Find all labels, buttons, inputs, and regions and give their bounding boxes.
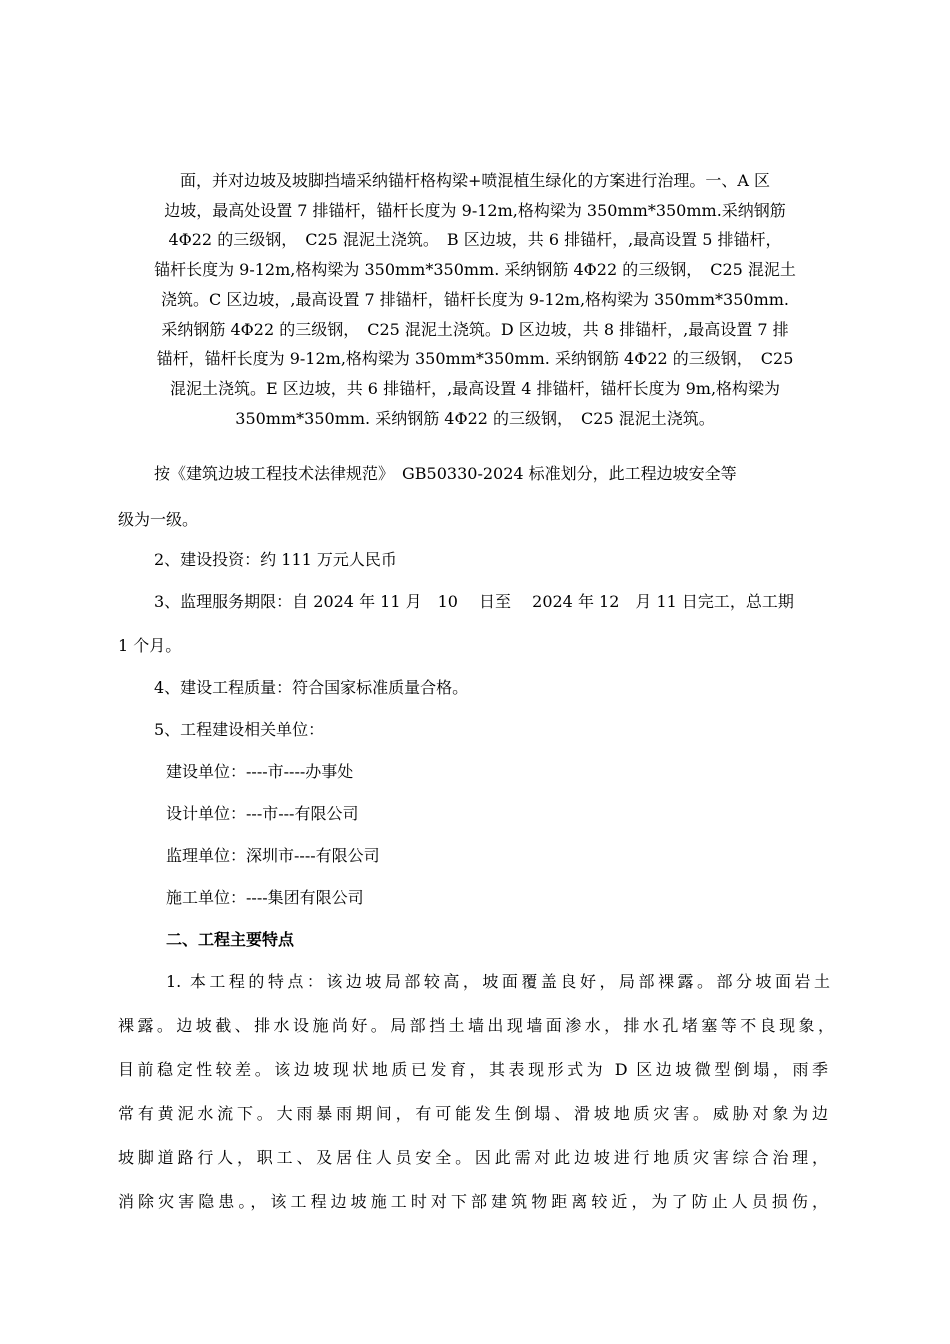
intro-line: 面，并对边坡及坡脚挡墙采纳锚杆格构梁+喷混植生绿化的方案进行治理。一、A 区: [179, 171, 771, 190]
section-heading: 二、工程主要特点: [166, 930, 295, 949]
unit-item: 施工单位：----集团有限公司: [166, 888, 364, 907]
features-line: 消除灾害隐患。，该工程边坡施工时对下部建筑物距离较近，为了防止人员损伤，: [118, 1192, 828, 1211]
units-title: 5、工程建设相关单位：: [154, 720, 325, 739]
intro-line: 采纳钢筋 4Φ22 的三级钢， C25 混泥土浇筑。D 区边坡，共 8 排锚杆，,最高设置 7 排: [161, 319, 789, 339]
intro-line: 锚杆，锚杆长度为 9-12m,格构梁为 350mm*350mm. 采纳钢筋 4Φ22 的三级钢， C25: [156, 349, 794, 369]
unit-item: 设计单位：---市---有限公司: [166, 804, 359, 823]
features-line: 坡脚道路行人，职工、及居住人员安全。因此需对此边坡进行地质灾害综合治理，: [118, 1148, 828, 1167]
quality-item: 4、建设工程质量：符合国家标准质量合格。: [154, 678, 469, 697]
features-line: 裸露。边坡截、排水设施尚好。局部挡土墙出现墙面渗水，排水孔堵塞等不良现象，: [118, 1016, 834, 1035]
intro-line: 350mm*350mm. 采纳钢筋 4Φ22 的三级钢， C25 混泥土浇筑。: [235, 408, 715, 428]
features-line: 常有黄泥水流下。大雨暴雨期间，有可能发生倒塌、滑坡地质灾害。威胁对象为边: [118, 1104, 828, 1123]
service-period-line: 3、监理服务期限：自 2024 年 11 月 10 日至 2024 年 12 月 11 日完工，总工期: [154, 592, 794, 611]
safety-grade-line: 级为一级。: [118, 510, 199, 529]
intro-line: 4Φ22 的三级钢， C25 混泥土浇筑。 B 区边坡，共 6 排锚杆，,最高设置 5 排锚杆，: [168, 230, 782, 250]
intro-line: 锚杆长度为 9-12m,格构梁为 350mm*350mm. 采纳钢筋 4Φ22 的三级钢， C25 混泥土: [154, 260, 796, 280]
features-line: 1. 本工程的特点：该边坡局部较高，坡面覆盖良好，局部裸露。部分坡面岩土: [166, 972, 830, 991]
features-line: 目前稳定性较差。该边坡现状地质已发育，其表现形式为 D 区边坡微型倒塌，雨季: [118, 1060, 828, 1079]
unit-item: 监理单位：深圳市----有限公司: [166, 846, 380, 865]
investment-item: 2、建设投资：约 111 万元人民币: [154, 550, 397, 569]
intro-paragraph: [112, 166, 838, 433]
unit-item: 建设单位：----市----办事处: [166, 762, 354, 781]
intro-line: 混泥土浇筑。E 区边坡，共 6 排锚杆，,最高设置 4 排锚杆，锚杆长度为 9m,格构梁为: [169, 378, 781, 398]
intro-line: 边坡，最高处设置 7 排锚杆，锚杆长度为 9-12m,格构梁为 350mm*350mm.采纳钢筋: [164, 200, 786, 220]
service-period-line: 1 个月。: [118, 636, 182, 655]
safety-grade-line: 按《建筑边坡工程技术法律规范》 GB50330-2024 标准划分，此工程边坡安全等: [154, 464, 737, 483]
intro-line: 浇筑。C 区边坡，,最高设置 7 排锚杆，锚杆长度为 9-12m,格构梁为 350mm*350mm.: [161, 289, 789, 309]
